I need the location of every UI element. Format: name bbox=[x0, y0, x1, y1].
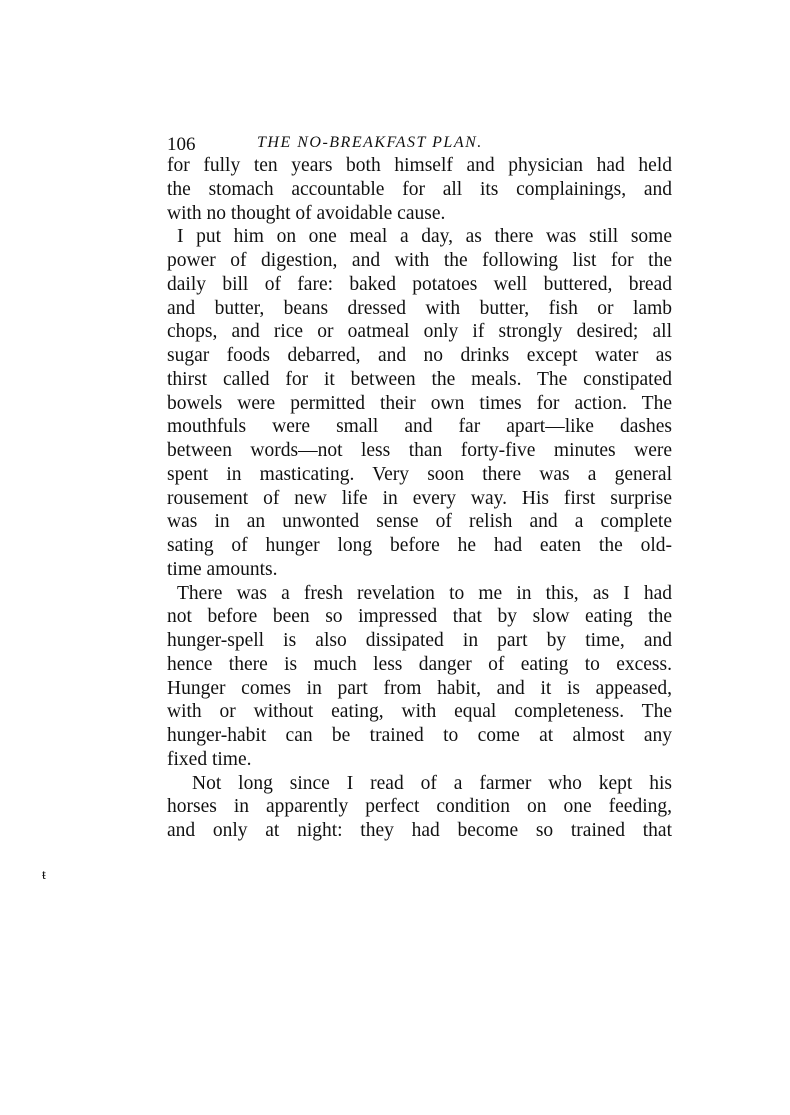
text-line: daily bill of fare: baked potatoes well buttered, bread bbox=[167, 273, 672, 295]
text-line: the stomach accountable for all its complainings, and bbox=[167, 178, 672, 200]
text-line: power of digestion, and with the following list for the bbox=[167, 250, 672, 271]
text-line: There was a fresh revelation to me in this, as I had bbox=[177, 582, 672, 604]
text-line: hunger-spell is also dissipated in part by time, and bbox=[167, 630, 672, 651]
page-body-text bbox=[167, 154, 672, 843]
text-line: sating of hunger long before he had eaten the old- bbox=[167, 535, 672, 556]
text-line: not before been so impressed that by slow eating the bbox=[167, 606, 672, 628]
text-line: rousement of new life in every way. His first surprise bbox=[167, 487, 672, 509]
text-line: chops, and rice or oatmeal only if strongly desired; all bbox=[167, 321, 672, 343]
margin-mark: ŧ bbox=[42, 868, 46, 883]
text-line: time amounts. bbox=[167, 558, 278, 580]
page-number: 106 bbox=[167, 134, 196, 155]
text-line: and butter, beans dressed with butter, fish or lamb bbox=[167, 297, 672, 319]
text-line: sugar foods debarred, and no drinks except water as bbox=[167, 345, 672, 366]
text-line: was in an unwonted sense of relish and a complete bbox=[167, 511, 672, 533]
text-line: spent in masticating. Very soon there was a general bbox=[167, 463, 672, 485]
text-line: I put him on one meal a day, as there was still some bbox=[177, 226, 672, 248]
text-line: and only at night: they had become so trained that bbox=[167, 820, 672, 841]
text-line: with no thought of avoidable cause. bbox=[167, 202, 446, 224]
text-line: Hunger comes in part from habit, and it is appeased, bbox=[167, 677, 672, 699]
text-line: hence there is much less danger of eating to excess. bbox=[167, 653, 672, 675]
text-line: for fully ten years both himself and physician had held bbox=[167, 155, 672, 176]
text-line: bowels were permitted their own times for action. The bbox=[167, 392, 672, 414]
text-line: hunger-habit can be trained to come at almost any bbox=[167, 725, 672, 746]
text-line: Not long since I read of a farmer who kept his bbox=[192, 772, 672, 794]
text-line: fixed time. bbox=[167, 748, 252, 770]
text-line: between words—not less than forty-five minutes were bbox=[167, 440, 672, 461]
text-line: horses in apparently perfect condition on one feeding, bbox=[167, 796, 672, 818]
text-line: with or without eating, with equal completeness. The bbox=[167, 701, 672, 723]
text-line: thirst called for it between the meals. The constipated bbox=[167, 368, 672, 390]
running-title: THE NO-BREAKFAST PLAN. bbox=[257, 134, 483, 151]
text-line: mouthfuls were small and far apart—like dashes bbox=[167, 416, 672, 438]
